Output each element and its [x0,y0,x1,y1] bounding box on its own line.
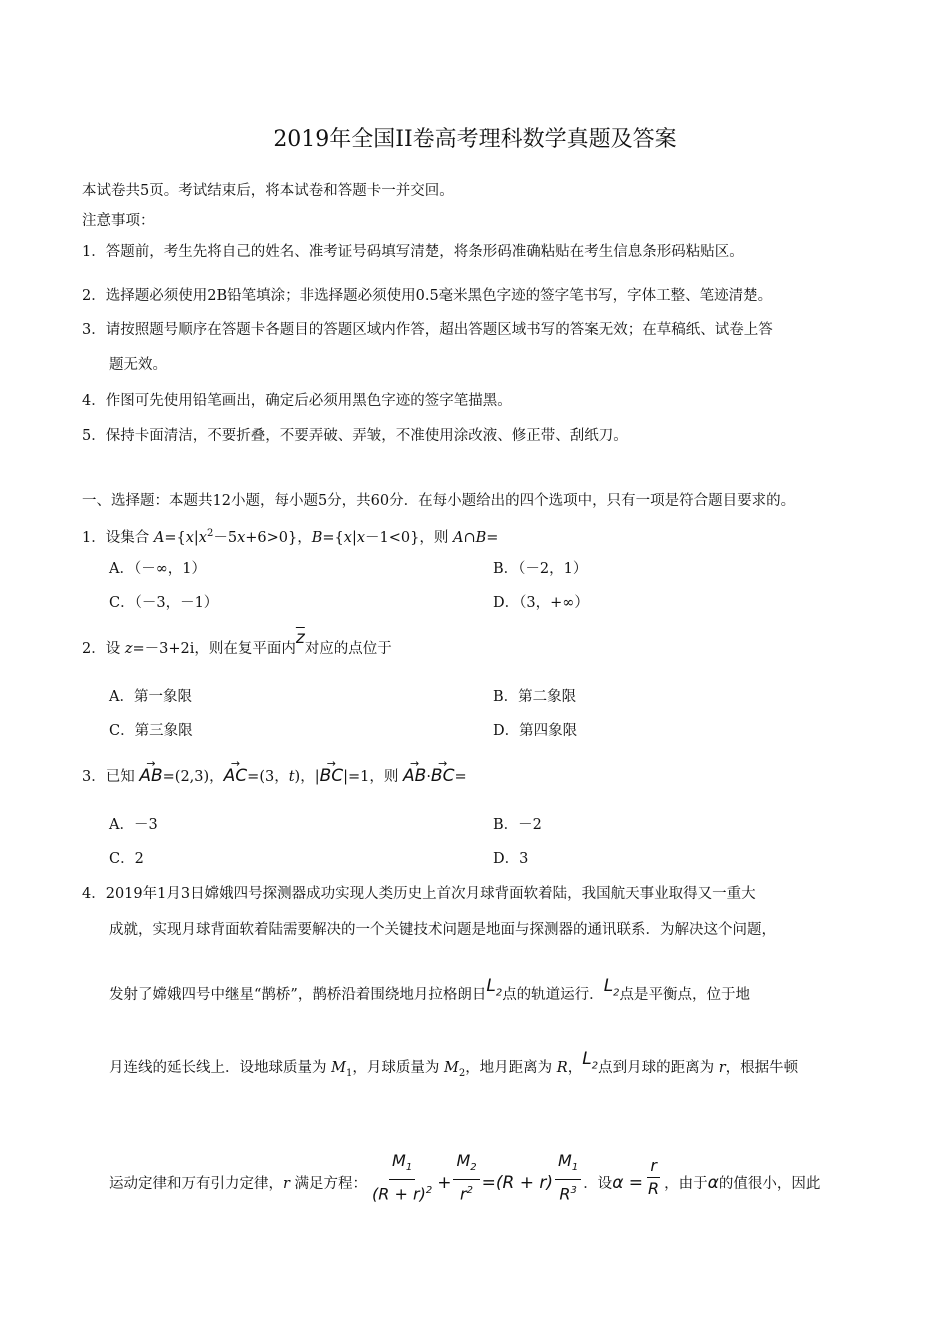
question-4-line: 4．2019年1月3日嫦娥四号探测器成功实现人类历史上首次月球背面软着陆，我国航天事业取得又一重大 [82,886,756,902]
question-2-option-b: B．第二象限 [493,689,577,705]
question-1-option-b: B．（－2，1） [493,561,588,577]
question-4-line: 月连线的延长线上．设地球质量为 $M_1$，月球质量为 $M_2$，地月距离为 R，$L_2$点到月球的距离为 r，根据牛顿 [109,1049,799,1079]
notice-item: 题无效。 [109,357,167,373]
notice-item: 3．请按照题号顺序在答题卡各题目的答题区域内作答，超出答题区域书写的答案无效；在草稿纸、试卷上答 [82,322,773,338]
question-1-stem: 1．设集合 $A=\{x|x^2-5x+6>0\}$，B={x|x－1<0}，则 A∩B= [82,528,499,546]
question-2-option-c: C．第三象限 [109,723,193,739]
question-4-line: 发射了嫦娥四号中继星“鹊桥”，鹊桥沿着围绕地月拉格朗日$L_2$点的轨道运行．$L_2$点是平衡点，位于地 [109,976,751,1003]
question-3-option-b: B．－2 [493,817,542,833]
notice-item: 2．选择题必须使用2B铅笔填涂；非选择题必须使用0.5毫米黑色字迹的签字笔书写，字体工整、笔迹清楚。 [82,288,773,304]
question-3-option-c: C．2 [109,851,144,867]
question-4-line: 运动定律和万有引力定律，r 满足方程： $\frac{M_1}{(R + r)^2}$ + $\frac{M_2}{r^2}$ =(R + r) $\frac{M_1}{R^3}$ ．设α = $\frac{r}{R}$ ，由于α的值很小，因此 [109,1151,821,1204]
notice-item: 5．保持卡面清洁，不要折叠，不要弄破、弄皱，不准使用涂改液、修正带、刮纸刀。 [82,428,628,444]
notice-item: 4．作图可先使用铅笔画出，确定后必须用黑色字迹的签字笔描黑。 [82,393,512,409]
question-3-option-d: D．3 [493,851,529,867]
question-1-option-c: C．（－3，－1） [109,595,219,611]
notice-item: 1．答题前，考生先将自己的姓名、准考证号码填写清楚，将条形码准确粘贴在考生信息条形码粘贴区。 [82,244,744,260]
section-heading: 一、选择题：本题共12小题，每小题5分，共60分．在每小题给出的四个选项中，只有一项是符合题目要求的。 [82,493,796,509]
question-3-option-a: A．－3 [109,817,158,833]
notice-heading: 注意事项： [82,213,155,229]
intro-text: 本试卷共5页。考试结束后，将本试卷和答题卡一并交回。 [82,183,454,199]
question-2-stem: 2．设 z=－3+2i，则在复平面内$\overline{z}$对应的点位于 [82,628,392,657]
question-3-stem: 3．已知 → AB=(2,3)，→ AC=(3，t)，|→ BC|=1，则 → AB·→ BC= [82,766,467,787]
question-4-line: 成就，实现月球背面软着陆需要解决的一个关键技术问题是地面与探测器的通讯联系．为解决这个问题， [109,922,776,938]
question-2-option-a: A．第一象限 [109,689,192,705]
question-1-option-a: A．（－∞，1） [109,561,207,577]
question-1-option-d: D．（3，+∞） [493,595,589,611]
page-title: 2019年全国II卷高考理科数学真题及答案 [273,127,677,152]
question-2-option-d: D．第四象限 [493,723,578,739]
